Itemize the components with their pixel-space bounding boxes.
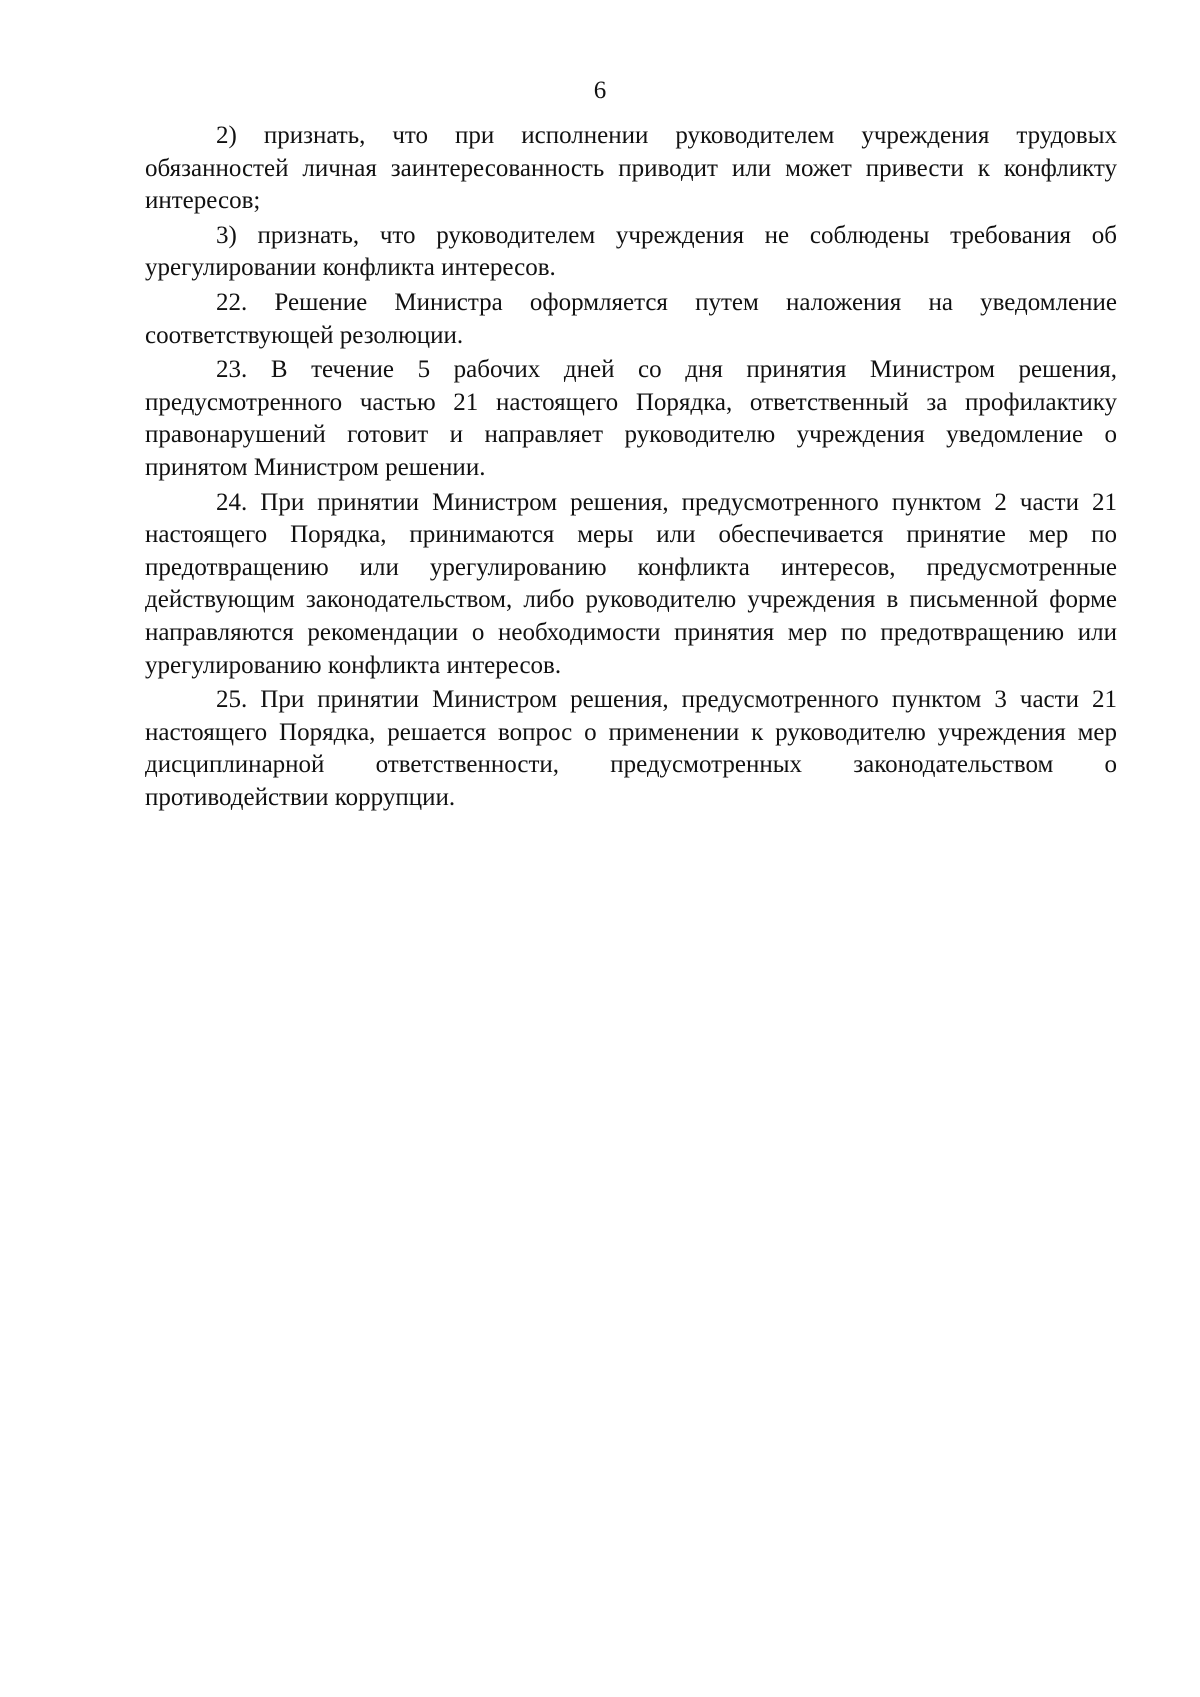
paragraph-22: 22. Решение Министра оформляется путем наложения на уведомление соответствующей резолюции. [145, 288, 1117, 349]
paragraph-24: 24. При принятии Министром решения, предусмотренного пунктом 2 части 21 настоящего Порядка, принимаются меры или обеспечивается принятие мер по предотвращению или урегулированию конфликта интересов, предусмотренные действующим законодательством, либо руководителю учреждения в письменной форме направляются рекомендации о необходимости принятия мер по предотвращению или урегулированию конфликта интересов. [145, 488, 1117, 679]
paragraph-23: 23. В течение 5 рабочих дней со дня принятия Министром решения, предусмотренного частью 21 настоящего Порядка, ответственный за профилактику правонарушений готовит и направляет руководителю учреждения уведомление о принятом Министром решении. [145, 356, 1117, 481]
page-number: 6 [593, 77, 607, 104]
paragraph-25: 25. При принятии Министром решения, предусмотренного пунктом 3 части 21 настоящего Порядка, решается вопрос о применении к руководителю учреждения мер дисциплинарной ответственности, предусмотренных законодательством о противодействии коррупции. [145, 686, 1117, 811]
paragraph-item-2: 2) признать, что при исполнении руководителем учреждения трудовых обязанностей личная заинтересованность приводит или может привести к конфликту интересов; [145, 122, 1117, 215]
paragraph-item-3: 3) признать, что руководителем учреждения не соблюдены требования об урегулировании конфликта интересов. [145, 221, 1117, 282]
document-body [145, 120, 1117, 816]
